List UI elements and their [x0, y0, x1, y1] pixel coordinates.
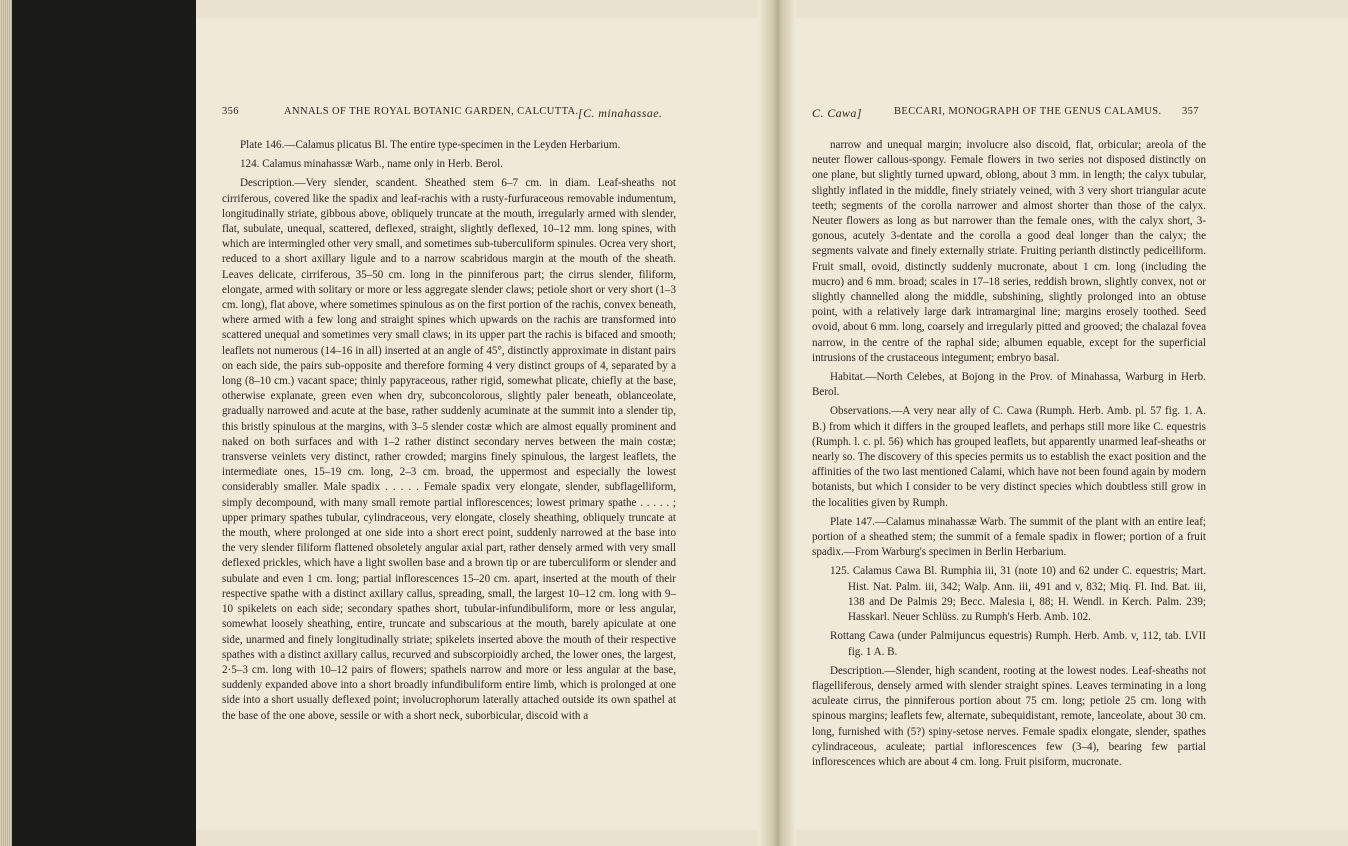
book-fore-edge: [0, 0, 12, 846]
open-book: [196, 0, 1348, 846]
observations-paragraph: Observations.—A very near ally of C. Cawa (Rumph. Herb. Amb. pl. 57 fig. 1. A. B.) from which it differs in the grouped leaflets, and perhaps still more like C. equestris (Rumph. l. c. pl. 56) which has grouped leaflets, but apparently unarmed leaf-sheaths or nearly so. The discovery of this species permits us to establish the exact position and the affinities of the two last mentioned Calami, which have not been found again by modern botanists, but which I consider to be very distinct species which doubtless still grow in the localities given by Rumph.: [812, 405, 1206, 509]
right-running-title: BECCARI, MONOGRAPH OF THE GENUS CALAMUS.: [894, 106, 1162, 117]
right-running-head: [796, 106, 1334, 130]
book-gutter: [758, 0, 796, 846]
right-page: [796, 18, 1348, 830]
right-page-body: [812, 138, 1206, 770]
species-124-heading: 124. Calamus minahassæ Warb., name only in Herb. Berol.: [240, 158, 503, 171]
left-running-head-right: [C. minahassae.: [578, 106, 663, 120]
left-running-title: ANNALS OF THE ROYAL BOTANIC GARDEN, CALCUTTA.: [284, 106, 579, 117]
description-continued: narrow and unequal margin; involucre also discoid, flat, orbicular; areola of the neuter flower callous-spongy. Female flowers in two series not disposed distinctly on one plane, but slightly turned upward, oblong, about 3 mm. in length; the calyx tubular, slightly inflated in the middle, finely striately veined, with 3 very short triangular acute teeth; segments of the corolla narrower and almost shorter than those of the calyx. Neuter flowers as long as but narrower than the female ones, with the calyx short, 3-gonous, acutely 3-dentate and the corolla a good deal longer than the calyx; the segments valvate and finely externally striate. Fruiting perianth distinctly pedicelliform. Fruit small, ovoid, distinctly suddenly mucronate, about 1 cm. long (including the mucro) and 6 mm. broad; scales in 17–18 series, reddish brown, slightly convex, not or slightly channelled along the middle, subshining, slightly prolonged into an obtuse point, with a relatively large dark intramarginal line; margins erosely toothed. Seed ovoid, about 6 mm. long, coarsely and irregularly pitted and grooved; the chalazal fovea narrow, in the centre of the raphal side; albumen equable, except for the superficial intrusions of the crustaceous integument; embryo basal.: [812, 139, 1206, 364]
species-125-heading: 125. Calamus Cawa Bl. Rumphia iii, 31 (note 10) and 62 under C. equestris; Mart. Hist. Nat. Palm. iii, 342; Walp. Ann. iii, 491 and v, 832; Miq. Fl. Ind. Bat. iii, 138 and De Palmis 29; Becc. Malesia i, 88; H. Wendl. in Kerch. Palm. 239; Hasskarl. Neuer Schlüss. zu Rumph's Herb. Amb. 102.: [830, 565, 1206, 624]
rottang-cawa-reference: Rottang Cawa (under Palmijuncus equestris) Rumph. Herb. Amb. v, 112, tab. LVII fig. 1 A. B.: [830, 630, 1206, 658]
left-page-body: [222, 138, 676, 724]
plate-147-caption: Plate 147.—Calamus minahassæ Warb. The summit of the plant with an entire leaf; portion of a sheathed stem; the summit of a female spadix in flower; portion of a fruit spadix.—From Warburg's specimen in Berlin Herbarium.: [812, 515, 1206, 559]
plate-146-caption: Plate 146.—Calamus plicatus Bl. The entire type-specimen in the Leyden Herbarium.: [240, 139, 621, 151]
left-page-number: 356: [222, 106, 239, 117]
species-124-description: Description.—Very slender, scandent. Sheathed stem 6–7 cm. in diam. Leaf-sheaths not cirriferous, covered like the spadix and leaf-rachis with a rusty-furfuraceous removable indumentum, longitudinally striate, gibbous above, obliquely truncate at the mouth, irregularly armed with slender, flat, subulate, unequal, scattered, deflexed, straight, slightly deflexed, 10–12 mm. long spines, with which are intermingled other very small, and sometimes sub-tuberculiform spinules. Ocrea very short, reduced to a short axillary ligule and to a narrow scabridous margin at the mouth of the sheath. Leaves delicate, cirriferous, 35–50 cm. long in the pinniferous part; the cirrus slender, filiform, elongate, armed with solitary or more or less aggregate slender claws; petiole short or very short (1–3 cm. long), flat above, where sometimes spinulous as on the first portion of the rachis, convex beneath, where armed with a few long and straight spines which upwards on the rachis are transformed into scattered unequal and sometimes very small claws; in its upper part the rachis is bifaced and smooth; leaflets not numerous (14–16 in all) inserted at an angle of 45°, distinctly approximate in distant pairs on each side, the pairs sub-opposite and therefore forming 4 very distinct groups of 4, separated by a long (8–10 cm.) vacant space; thinly papyraceous, rather rigid, somewhat plicate, chiefly at the base, otherwise explanate, green even when dry, subconcolorous, slightly paler beneath, oblanceolate, gradually narrowed and acute at the base, rather suddenly acuminate at the summit into a slender tip, this bristly spinulous at the margins, with 3–5 slender costæ which are almost equally prominent and naked on both surfaces and with 1–2 rather distinct secondary nerves between the main costæ; transverse veinlets very distinct, rather crowded; margins finely spinulous, the largest leaflets, the intermediate ones, 15–19 cm. long, 2–3 cm. broad, the uppermost and especially the lowest considerably smaller. Male spadix . . . . . Female spadix very elongate, slender, subflagelliform, simply decompound, with many small remote partial inflorescences; lowest primary spathe . . . . . ; upper primary spathes tubular, cylindraceous, very elongate, closely sheathing, obliquely truncate at the mouth, where prolonged at one side into a short erect point, suddenly narrowed at the base into the very slender filiform flattened obsoletely angular axial part, rather densely armed with very small deflexed prickles, which have a light swollen base and a brown tip or are tuberculiform or slender and subulate and even 1 cm. long; partial inflorescences 15–20 cm. apart, inserted at the mouth of their respective spathe with a distinct axillary callus, spreading, small, the largest 10–12 cm. long with 9–10 spikelets on each side; secondary spathes short, tubular-infundibuliform, more or less angular, somewhat loosely sheathing, entire, truncate and subscarious at the mouth, barely apiculate at one side, unarmed and finely longitudinally striate; spikelets inserted above the mouth of their respective spathes with a distinct axillary callus, recurved and subscorpioidly arched, the lower ones, the largest, 2·5–3 cm. long with 10–12 pairs of flowers; spathels narrow and more or less angular at the base, suddenly expanded above into a short broadly infundibuliform entire limb, which is prolonged at one side into a short usually deflexed point; involucrophorum laterally attached outside its own spathel at the base of the one above, sessile or with a short neck, suborbicular, discoid with a: [222, 177, 676, 722]
left-running-head: [222, 106, 758, 130]
right-running-head-left: C. Cawa]: [812, 106, 862, 120]
right-page-number: 357: [1182, 106, 1199, 117]
species-125-description: Description.—Slender, high scandent, rooting at the lowest nodes. Leaf-sheaths not flagelliferous, densely armed with slender straight spines. Leaves terminating in a long aculeate cirrus, the pinniferous portion about 75 cm. long; petiole 25 cm. long with spinous margins; leaflets few, alternate, subequidistant, remote, lanceolate, about 30 cm. long, furnished with (5?) spiny-setose nerves. Female spadix elongate, slender, spathes cylindraceous, aculeate; partial inflorescences few (3–4), bearing few partial inflorescences which are about 4 cm. long. Fruit pisiform, mucronate.: [812, 664, 1206, 768]
left-page: [196, 18, 758, 830]
habitat-paragraph: Habitat.—North Celebes, at Bojong in the Prov. of Minahassa, Warburg in Herb. Berol.: [812, 371, 1206, 399]
